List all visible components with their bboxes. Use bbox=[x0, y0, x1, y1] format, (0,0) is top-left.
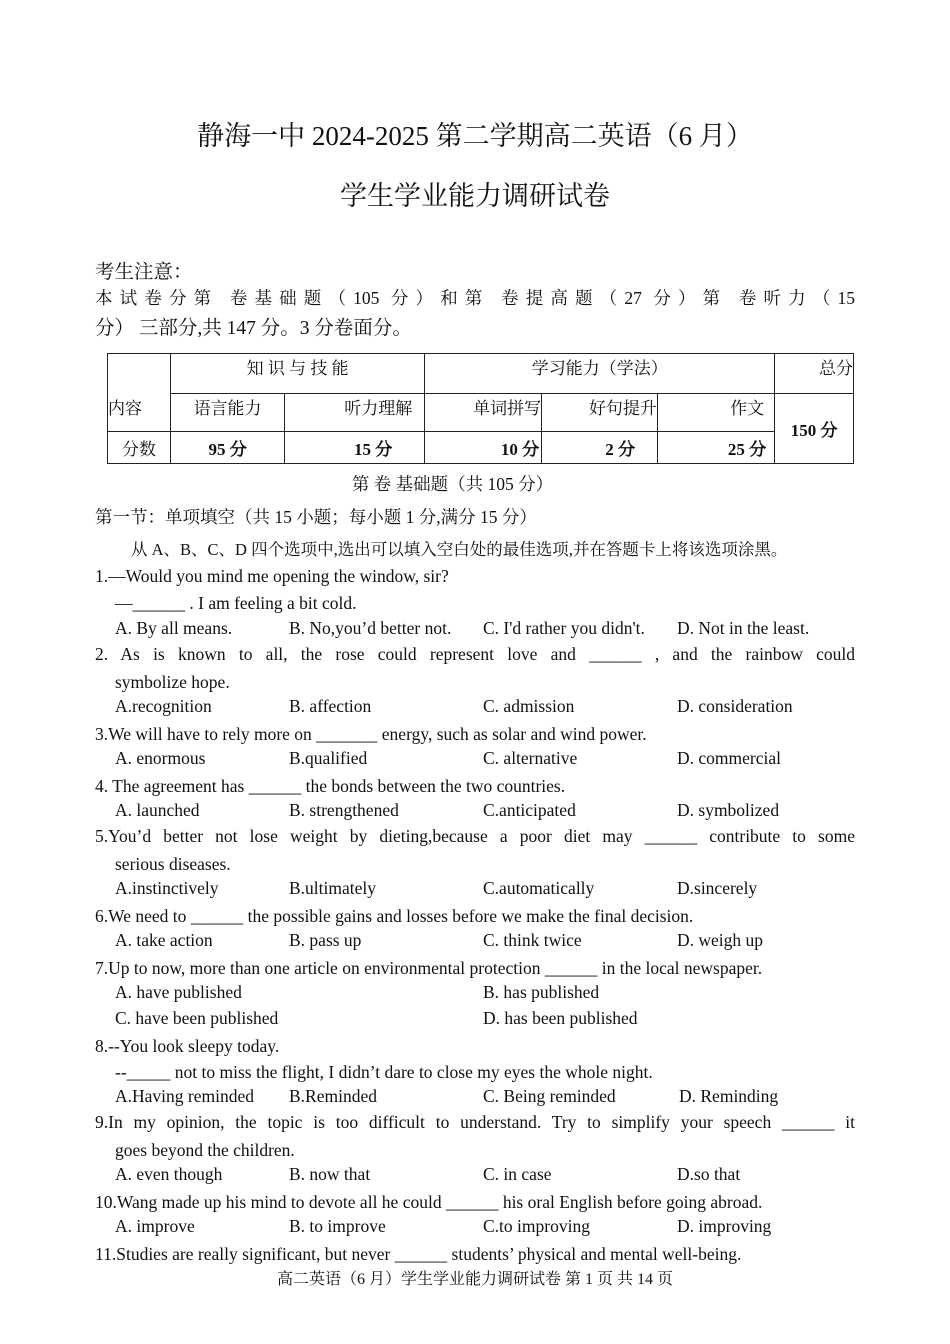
instruction: 从 A、B、C、D 四个选项中,选出可以填入空白处的最佳选项,并在答题卡上将该选项涂黑。 bbox=[131, 540, 788, 559]
q7-option-a: A. have published bbox=[115, 982, 242, 1002]
group-total: 总分 bbox=[775, 354, 854, 394]
q4-option-b: B. strengthened bbox=[289, 800, 399, 820]
q5-stem-2: serious diseases. bbox=[115, 854, 231, 874]
q2-option-b: B. affection bbox=[289, 696, 372, 716]
q1-option-b: B. No,you’d better not. bbox=[289, 618, 452, 638]
q6-option-a: A. take action bbox=[115, 930, 213, 950]
section1-title: 第一节：单项填空（共 15 小题；每小题 1 分,满分 15 分） bbox=[95, 507, 537, 527]
q2-stem-2: symbolize hope. bbox=[115, 672, 230, 692]
q8-stem-2: --_____ not to miss the flight, I didn’t dare to close my eyes the whole night. bbox=[115, 1062, 653, 1082]
score-writing: 25 分 bbox=[657, 432, 774, 464]
q2-option-c: C. admission bbox=[483, 696, 575, 716]
q5-stem: 5.You’d better not lose weight by dieting,because a poor diet may ______ contribute to some bbox=[95, 826, 855, 846]
q2-stem: 2. As is known to all, the rose could represent love and ______ , and the rainbow could bbox=[95, 644, 855, 664]
title-line-1: 静海一中 2024-2025 第二学期高二英语（6 月） bbox=[197, 121, 753, 151]
score-language: 95 分 bbox=[171, 432, 285, 464]
q10-stem: 10.Wang made up his mind to devote all he could ______ his oral English before going abroad. bbox=[95, 1192, 763, 1212]
q8-stem: 8.--You look sleepy today. bbox=[95, 1036, 280, 1056]
q4-option-c: C.anticipated bbox=[483, 800, 576, 820]
notice-line-1: 本试卷分第 卷基础题（105 分）和第 卷提高题（27 分）第 卷听力（15 bbox=[95, 288, 855, 308]
q1-option-d: D. Not in the least. bbox=[677, 618, 810, 638]
q3-option-b: B.qualified bbox=[289, 748, 368, 768]
header-writing: 作文 bbox=[657, 394, 774, 432]
q7-option-b: B. has published bbox=[483, 982, 600, 1002]
q3-option-d: D. commercial bbox=[677, 748, 781, 768]
q9-option-b: B. now that bbox=[289, 1164, 371, 1184]
q6-option-d: D. weigh up bbox=[677, 930, 764, 950]
q5-option-d: D.sincerely bbox=[677, 878, 758, 898]
q2-option-a: A.recognition bbox=[115, 696, 212, 716]
q4-stem: 4. The agreement has ______ the bonds between the two countries. bbox=[95, 776, 566, 796]
q10-option-a: A. improve bbox=[115, 1216, 195, 1236]
q11-stem: 11.Studies are really significant, but never ______ students’ physical and mental well-being. bbox=[95, 1244, 742, 1264]
q10-option-d: D. improving bbox=[677, 1216, 772, 1236]
q7-option-d: D. has been published bbox=[483, 1008, 638, 1028]
group-knowledge: 知 识 与 技 能 bbox=[171, 354, 425, 394]
notice-label: 考生注意： bbox=[95, 262, 193, 283]
part1-title: 第 卷 基础题（共 105 分） bbox=[351, 474, 554, 494]
q10-option-b: B. to improve bbox=[289, 1216, 386, 1236]
q6-option-b: B. pass up bbox=[289, 930, 362, 950]
q8-option-d: D. Reminding bbox=[679, 1086, 779, 1106]
group-learning: 学习能力（学法） bbox=[425, 354, 775, 394]
q9-option-d: D.so that bbox=[677, 1164, 741, 1184]
q2-option-d: D. consideration bbox=[677, 696, 793, 716]
q9-option-a: A. even though bbox=[115, 1164, 223, 1184]
q5-option-c: C.automatically bbox=[483, 878, 595, 898]
q8-option-b: B.Reminded bbox=[289, 1086, 377, 1106]
q7-stem: 7.Up to now, more than one article on environmental protection ______ in the local newspaper. bbox=[95, 958, 763, 978]
header-spelling: 单词拼写 bbox=[425, 394, 542, 432]
page-footer: 高二英语（6 月）学生学业能力调研试卷 第 1 页 共 14 页 bbox=[276, 1271, 673, 1288]
q3-stem: 3.We will have to rely more on _______ energy, such as solar and wind power. bbox=[95, 724, 647, 744]
q6-stem: 6.We need to ______ the possible gains and losses before we make the final decision. bbox=[95, 906, 694, 926]
header-sentence: 好句提升 bbox=[542, 394, 658, 432]
score-sentence: 2 分 bbox=[542, 432, 658, 464]
q6-option-c: C. think twice bbox=[483, 930, 582, 950]
header-language: 语言能力 bbox=[171, 394, 285, 432]
q8-option-c: C. Being reminded bbox=[483, 1086, 616, 1106]
q1-stem: 1.—Would you mind me opening the window, sir? bbox=[95, 566, 449, 586]
table-corner bbox=[108, 354, 171, 394]
q4-option-a: A. launched bbox=[115, 800, 200, 820]
score-spelling: 10 分 bbox=[425, 432, 542, 464]
header-listening: 听力理解 bbox=[285, 394, 425, 432]
q1-option-c: C. I'd rather you didn't. bbox=[483, 618, 645, 638]
q9-option-c: C. in case bbox=[483, 1164, 552, 1184]
q7-option-c: C. have been published bbox=[115, 1008, 279, 1028]
score-listening: 15 分 bbox=[285, 432, 425, 464]
q5-option-a: A.instinctively bbox=[115, 878, 219, 898]
q1-stem-2: —______ . I am feeling a bit cold. bbox=[115, 593, 357, 613]
q4-option-d: D. symbolized bbox=[677, 800, 780, 820]
q9-stem: 9.In my opinion, the topic is too difficult to understand. Try to simplify your speech ______ it bbox=[95, 1112, 855, 1132]
row-score-label: 分数 bbox=[108, 432, 171, 464]
total-score: 150 分 bbox=[775, 394, 854, 464]
q3-option-a: A. enormous bbox=[115, 748, 206, 768]
q3-option-c: C. alternative bbox=[483, 748, 578, 768]
q1-option-a: A. By all means. bbox=[115, 618, 233, 638]
q10-option-c: C.to improving bbox=[483, 1216, 590, 1236]
q9-stem-2: goes beyond the children. bbox=[115, 1140, 295, 1160]
score-table bbox=[107, 353, 854, 464]
q5-option-b: B.ultimately bbox=[289, 878, 377, 898]
row-content-label: 内容 bbox=[108, 394, 171, 432]
title-line-2: 学生学业能力调研试卷 bbox=[340, 181, 610, 211]
q8-option-a: A.Having reminded bbox=[115, 1086, 254, 1106]
notice-line-2: 分） 三部分,共 147 分。3 分卷面分。 bbox=[95, 318, 412, 339]
